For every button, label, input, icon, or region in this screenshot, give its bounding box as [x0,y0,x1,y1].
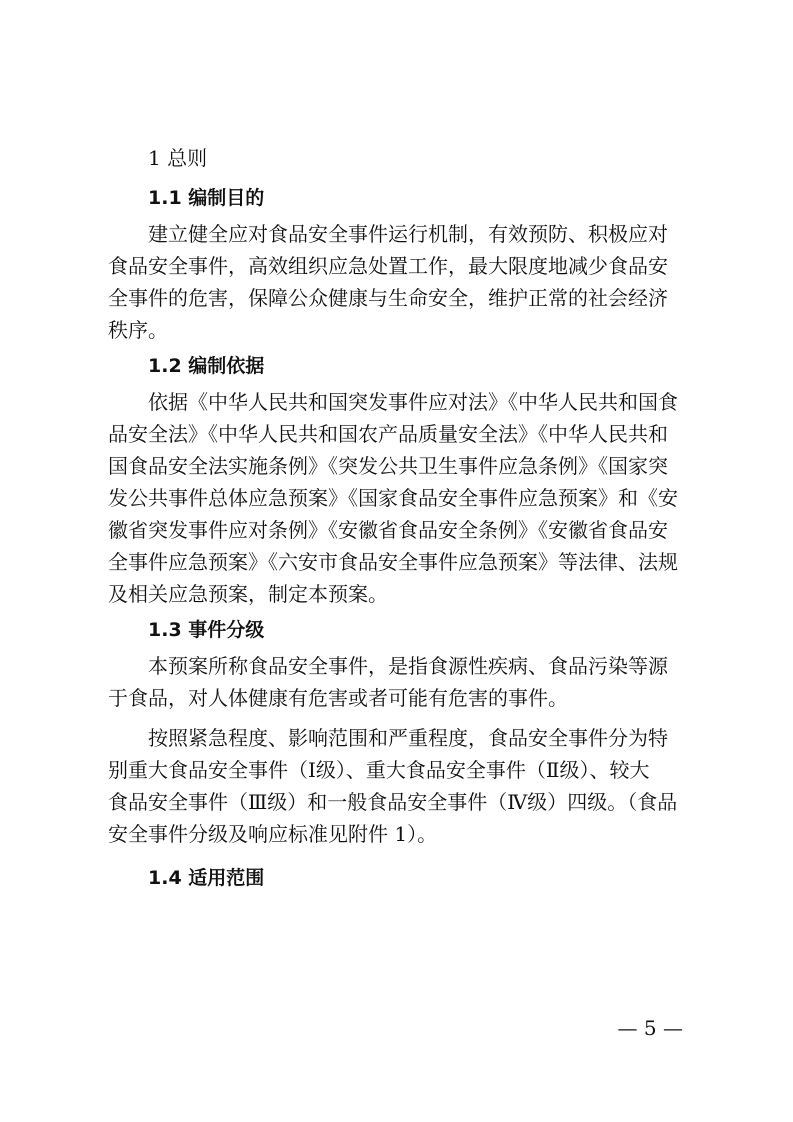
paragraph-line: 秩序。 [108,318,168,342]
paragraph-purpose [108,218,688,346]
paragraph-line: 于食品，对人体健康有危害或者可能有危害的事件。 [108,686,568,710]
paragraph-line: 徽省突发事件应对条例》《安徽省食品安全条例》《安徽省食品安 [108,518,668,542]
paragraph-line: 全事件的危害，保障公众健康与生命安全，维护正常的社会经济 [108,286,668,310]
paragraph-gap [108,714,688,722]
section-heading-1-3: 1.3 事件分级 [148,619,265,641]
paragraph-line: 别重大食品安全事件（Ⅰ级）、重大食品安全事件（Ⅱ级）、较大 [108,758,650,782]
paragraph-line: 发公共事件总体应急预案》《国家食品安全事件应急预案》和《安 [108,486,678,510]
document-body [108,138,688,898]
paragraph-gap [108,850,688,858]
paragraph-line: 全事件应急预案》《六安市食品安全事件应急预案》等法律、法规 [108,550,678,574]
paragraph-line: 依据《中华人民共和国突发事件应对法》《中华人民共和国食 [148,390,678,414]
section-heading-1-2: 1.2 编制依据 [148,355,265,377]
page-number: — 5 — [617,1016,683,1040]
paragraph-line: 食品安全事件，高效组织应急处置工作，最大限度地减少食品安 [108,254,668,278]
paragraph-classification-levels [108,722,688,850]
paragraph-line: 食品安全事件（Ⅲ级）和一般食品安全事件（Ⅳ级）四级。（食品 [108,790,678,814]
paragraph-basis [108,386,688,610]
paragraph-classification-definition [108,650,688,714]
section-heading-1: 1 总则 [148,146,208,170]
section-heading-1-1: 1.1 编制目的 [148,187,265,209]
paragraph-line: 建立健全应对食品安全事件运行机制，有效预防、积极应对 [148,222,668,246]
paragraph-line: 按照紧急程度、影响范围和严重程度，食品安全事件分为特 [148,726,668,750]
paragraph-line: 国食品安全法实施条例》《突发公共卫生事件应急条例》《国家突 [108,454,668,478]
paragraph-line: 安全事件分级及响应标准见附件 1）。 [108,822,438,846]
paragraph-line: 品安全法》《中华人民共和国农产品质量安全法》《中华人民共和 [108,422,668,446]
paragraph-line: 及相关应急预案，制定本预案。 [108,582,388,606]
section-heading-1-4: 1.4 适用范围 [148,867,265,889]
paragraph-line: 本预案所称食品安全事件，是指食源性疾病、食品污染等源 [148,654,668,678]
